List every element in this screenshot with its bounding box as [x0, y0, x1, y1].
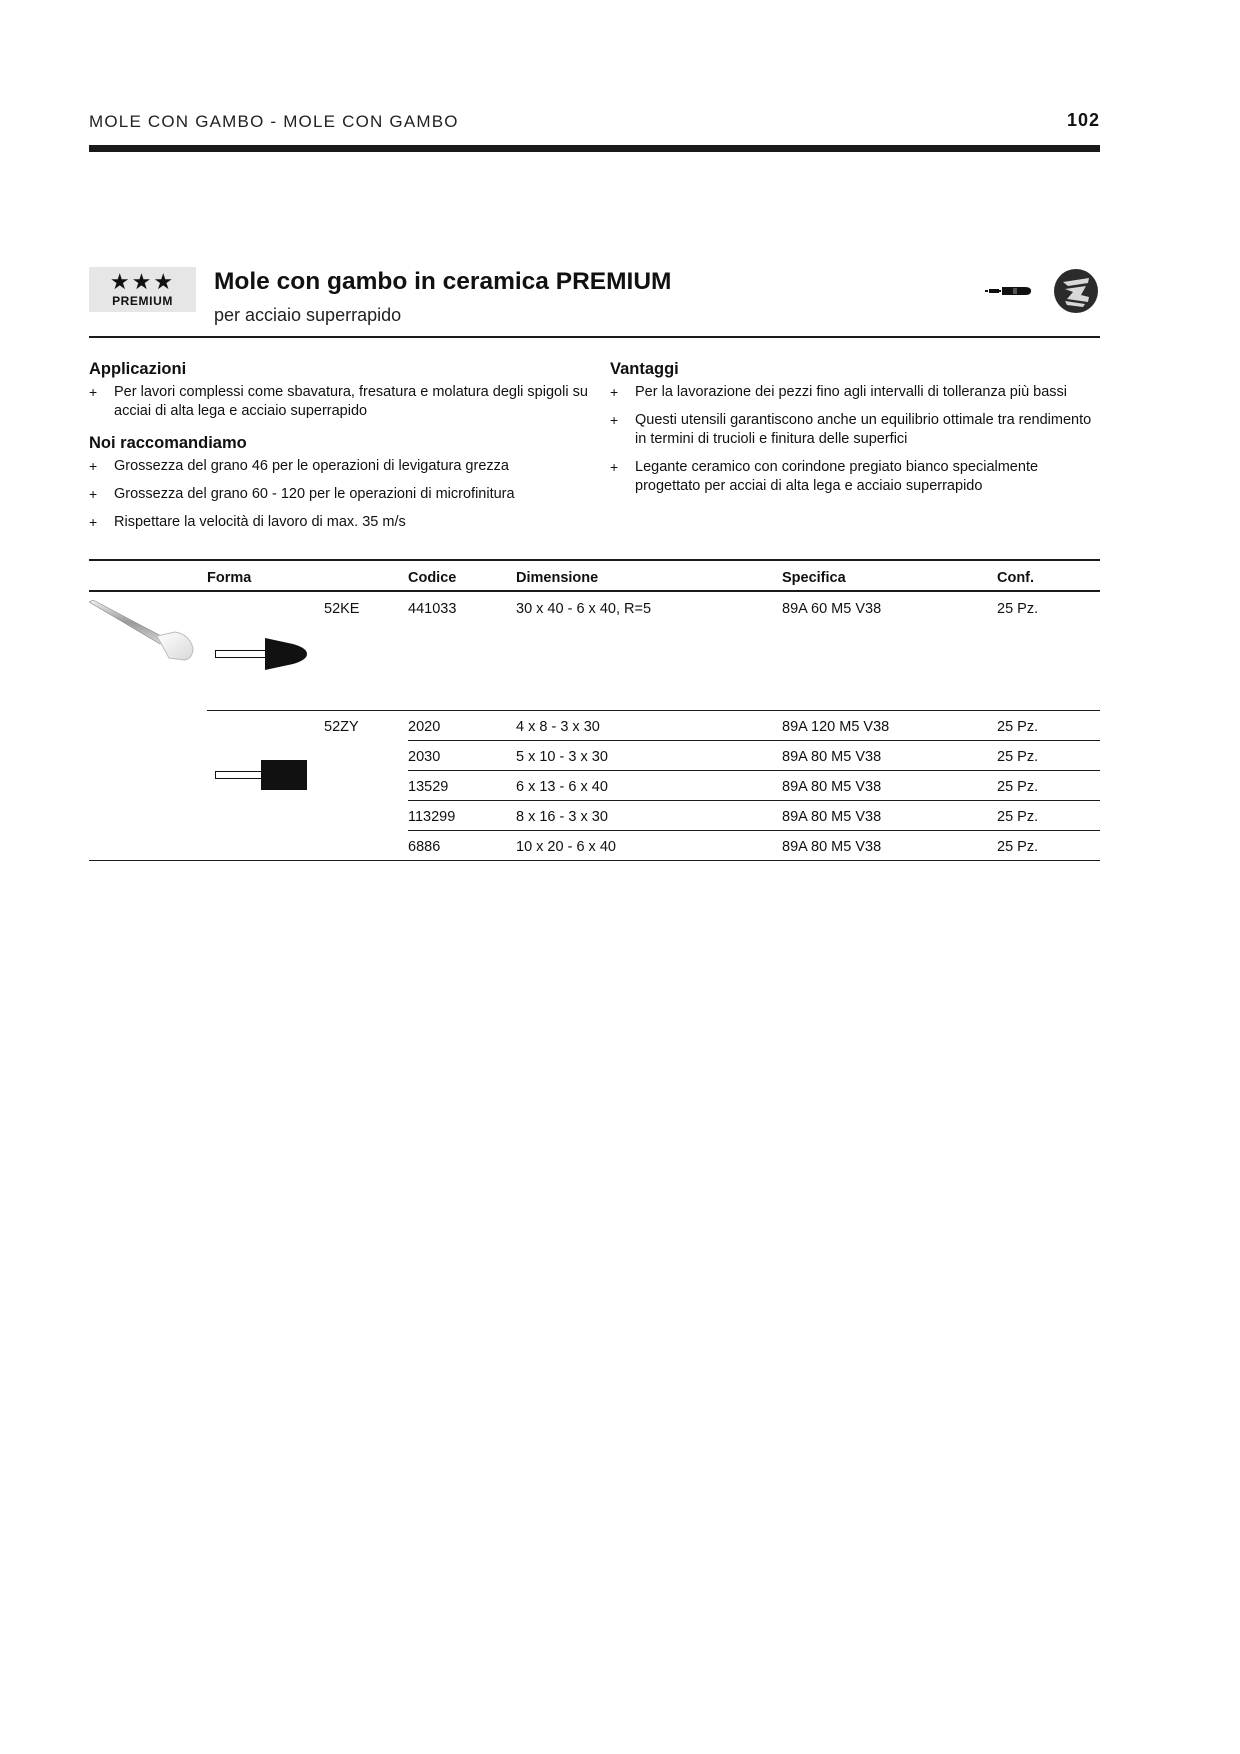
- cone-shape-icon: [215, 634, 307, 674]
- cylinder-shape-icon: [215, 758, 307, 792]
- table-cell-conf: 25 Pz.: [997, 809, 1039, 825]
- table-cell-specifica: 89A 80 M5 V38: [782, 809, 882, 825]
- table-top-rule: [89, 559, 1100, 561]
- col-header-dimensione: Dimensione: [516, 570, 599, 586]
- table-cell-specifica: 89A 80 M5 V38: [782, 839, 882, 855]
- plus-bullet-icon: +: [610, 384, 619, 400]
- product-title: Mole con gambo in ceramica PREMIUM: [214, 268, 672, 295]
- vantaggi-heading: Vantaggi: [610, 360, 679, 378]
- heading-rule: [89, 336, 1100, 338]
- table-cell-codice: 6886: [408, 839, 441, 855]
- table-cell-codice: 2030: [408, 749, 441, 765]
- table-cell-conf: 25 Pz.: [997, 601, 1039, 617]
- table-cell-codice: 2020: [408, 719, 441, 735]
- col-header-specifica: Specifica: [782, 570, 846, 586]
- badge-label: PREMIUM: [112, 294, 173, 308]
- table-cell-codice: 441033: [408, 601, 457, 617]
- table-cell-dimensione: 10 x 20 - 6 x 40: [516, 839, 616, 855]
- row-rule: [207, 710, 1100, 711]
- plus-bullet-icon: +: [610, 459, 619, 475]
- list-item: + Per la lavorazione dei pezzi fino agli intervalli di tolleranza più bassi: [610, 384, 1068, 400]
- row-rule: [408, 830, 1100, 831]
- table-cell-dimensione: 5 x 10 - 3 x 30: [516, 749, 608, 765]
- row-rule: [408, 740, 1100, 741]
- col-header-conf: Conf.: [997, 570, 1035, 586]
- vantaggi-list: [610, 383, 1100, 505]
- plus-bullet-icon: +: [610, 412, 619, 428]
- star-rating-icon: ★★★: [109, 269, 176, 294]
- plus-bullet-icon: +: [89, 486, 98, 502]
- brand-logo-icon: [1053, 268, 1099, 314]
- plus-bullet-icon: +: [89, 458, 98, 474]
- raccomandiamo-heading: Noi raccomandiamo: [89, 434, 247, 452]
- list-item: + Grossezza del grano 60 - 120 per le operazioni di microfinitura: [89, 486, 515, 502]
- table-cell-conf: 25 Pz.: [997, 839, 1039, 855]
- col-header-codice: Codice: [408, 570, 457, 586]
- product-photo-icon: [89, 600, 199, 670]
- running-header-title: MOLE CON GAMBO - MOLE CON GAMBO: [89, 112, 459, 131]
- list-item: + Questi utensili garantiscono anche un equilibrio ottimale tra rendimento in termini di trucioli e finitura delle superfici: [610, 412, 1092, 447]
- list-item: + Legante ceramico con corindone pregiato bianco specialmente progettato per acciai di alta lega e acciaio superrapido: [610, 459, 1039, 494]
- plus-bullet-icon: +: [89, 514, 98, 530]
- table-cell-conf: 25 Pz.: [997, 779, 1039, 795]
- product-subtitle: per acciaio superrapido: [214, 305, 402, 325]
- table-cell-codice: 13529: [408, 779, 449, 795]
- table-cell-codice: 113299: [408, 809, 456, 825]
- raccomandiamo-list: [89, 457, 594, 541]
- table-header-rule: [89, 590, 1100, 592]
- shape-code-52ke: 52KE: [324, 601, 360, 617]
- table-cell-specifica: 89A 80 M5 V38: [782, 749, 882, 765]
- table-cell-dimensione: 8 x 16 - 3 x 30: [516, 809, 608, 825]
- table-cell-specifica: 89A 120 M5 V38: [782, 719, 890, 735]
- list-item: + Grossezza del grano 46 per le operazioni di levigatura grezza: [89, 458, 509, 474]
- applicazioni-heading: Applicazioni: [89, 360, 187, 378]
- table-cell-conf: 25 Pz.: [997, 749, 1039, 765]
- mounted-point-tool-icon: [985, 283, 1033, 299]
- col-header-forma: Forma: [207, 570, 252, 586]
- applicazioni-list: [89, 383, 594, 430]
- table-bottom-rule: [89, 860, 1100, 861]
- shape-code-52zy: 52ZY: [324, 719, 359, 735]
- row-rule: [408, 770, 1100, 771]
- premium-badge: [89, 267, 196, 312]
- table-cell-dimensione: 30 x 40 - 6 x 40, R=5: [516, 601, 652, 617]
- table-cell-dimensione: 4 x 8 - 3 x 30: [516, 719, 600, 735]
- page-number: 102: [1066, 110, 1100, 130]
- list-item: + Rispettare la velocità di lavoro di max. 35 m/s: [89, 514, 406, 530]
- header-rule: [89, 145, 1100, 152]
- plus-bullet-icon: +: [89, 384, 98, 400]
- table-cell-specifica: 89A 80 M5 V38: [782, 779, 882, 795]
- table-cell-conf: 25 Pz.: [997, 719, 1039, 735]
- table-cell-specifica: 89A 60 M5 V38: [782, 601, 882, 617]
- list-item: + Per lavori complessi come sbavatura, fresatura e molatura degli spigoli su acciai di alta lega e acciaio superrapido: [89, 384, 588, 419]
- table-cell-dimensione: 6 x 13 - 6 x 40: [516, 779, 608, 795]
- row-rule: [408, 800, 1100, 801]
